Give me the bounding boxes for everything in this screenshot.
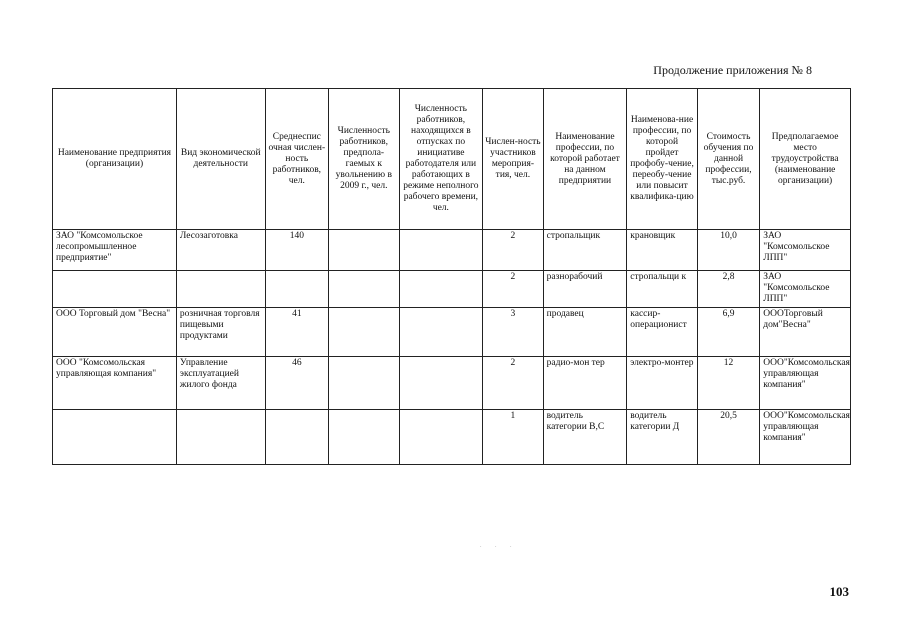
- cell-enterprise: ООО Торговый дом "Весна": [53, 308, 177, 357]
- cell-current-profession: продавец: [543, 308, 627, 357]
- cell-training-cost: 2,8: [697, 271, 759, 308]
- cell-activity: Лесозаготовка: [176, 230, 265, 271]
- table-row: [53, 230, 851, 271]
- cell-current-profession: водитель категории В,С: [543, 410, 627, 465]
- cell-training-cost: 12: [697, 357, 759, 410]
- cell-activity: Управление эксплуатацией жилого фонда: [176, 357, 265, 410]
- cell-training-cost: 6,9: [697, 308, 759, 357]
- col-header-current-profession: Наименование профессии, по которой работает на данном предприятии: [543, 89, 627, 230]
- cell-training-profession: водитель категории Д: [627, 410, 698, 465]
- col-header-enterprise: Наименование предприятия (организации): [53, 89, 177, 230]
- cell-enterprise: [53, 410, 177, 465]
- col-header-planned-layoffs: Численность работников, предпола-гаемых к увольнению в 2009 г., чел.: [329, 89, 400, 230]
- table-header-row: [53, 89, 851, 230]
- cell-avg-headcount: [265, 271, 328, 308]
- table-row: [53, 308, 851, 357]
- cell-employment-place: ООО"Комсомольская управляющая компания": [760, 410, 851, 465]
- cell-activity: розничная торговля пищевыми продуктами: [176, 308, 265, 357]
- cell-planned-layoffs: [329, 410, 400, 465]
- cell-current-profession: стропальщик: [543, 230, 627, 271]
- scan-specks: . . .: [480, 543, 518, 549]
- cell-training-profession: кассир-операционист: [627, 308, 698, 357]
- cell-on-leave: [399, 357, 483, 410]
- cell-current-profession: радио-мон тер: [543, 357, 627, 410]
- cell-avg-headcount: 140: [265, 230, 328, 271]
- cell-planned-layoffs: [329, 271, 400, 308]
- continuation-note: Продолжение приложения № 8: [653, 63, 812, 77]
- cell-activity: [176, 271, 265, 308]
- cell-training-cost: 20,5: [697, 410, 759, 465]
- cell-participants: 2: [483, 271, 543, 308]
- cell-avg-headcount: 46: [265, 357, 328, 410]
- cell-avg-headcount: [265, 410, 328, 465]
- cell-training-profession: крановщик: [627, 230, 698, 271]
- cell-activity: [176, 410, 265, 465]
- cell-on-leave: [399, 271, 483, 308]
- table-row: [53, 410, 851, 465]
- cell-employment-place: ОООТорговый дом"Весна": [760, 308, 851, 357]
- cell-avg-headcount: 41: [265, 308, 328, 357]
- cell-enterprise: ЗАО "Комсомольское лесопромышленное предприятие": [53, 230, 177, 271]
- cell-current-profession: разнорабочий: [543, 271, 627, 308]
- cell-on-leave: [399, 230, 483, 271]
- cell-participants: 2: [483, 230, 543, 271]
- cell-on-leave: [399, 308, 483, 357]
- cell-participants: 3: [483, 308, 543, 357]
- cell-training-profession: стропальщи к: [627, 271, 698, 308]
- cell-on-leave: [399, 410, 483, 465]
- page-number: 103: [829, 584, 849, 599]
- cell-enterprise: ООО "Комсомольская управляющая компания": [53, 357, 177, 410]
- cell-participants: 2: [483, 357, 543, 410]
- cell-planned-layoffs: [329, 308, 400, 357]
- table-row: [53, 357, 851, 410]
- col-header-training-profession: Наименова-ние профессии, по которой пройдет профобу-чение, переобу-чение или повысит квалифика-цию: [627, 89, 698, 230]
- col-header-avg-headcount: Среднеспис очная числен-ность работников, чел.: [265, 89, 328, 230]
- cell-enterprise: [53, 271, 177, 308]
- cell-participants: 1: [483, 410, 543, 465]
- cell-planned-layoffs: [329, 357, 400, 410]
- cell-planned-layoffs: [329, 230, 400, 271]
- cell-employment-place: ЗАО "Комсомольское ЛПП": [760, 230, 851, 271]
- cell-employment-place: ЗАО "Комсомольское ЛПП": [760, 271, 851, 308]
- col-header-employment-place: Предполагаемое место трудоустройства (наименование организации): [760, 89, 851, 230]
- cell-training-cost: 10,0: [697, 230, 759, 271]
- col-header-training-cost: Стоимость обучения по данной профессии, тыс.руб.: [697, 89, 759, 230]
- col-header-participants: Числен-ность участников мероприя-тия, чел.: [483, 89, 543, 230]
- col-header-activity: Вид экономической деятельности: [176, 89, 265, 230]
- table-row: [53, 271, 851, 308]
- cell-employment-place: ООО"Комсомольская управляющая компания": [760, 357, 851, 410]
- col-header-on-leave: Численность работников, находящихся в отпусках по инициативе работодателя или работающих в режиме неполного рабочего времени, чел.: [399, 89, 483, 230]
- workforce-table: [52, 88, 851, 465]
- cell-training-profession: электро-монтер: [627, 357, 698, 410]
